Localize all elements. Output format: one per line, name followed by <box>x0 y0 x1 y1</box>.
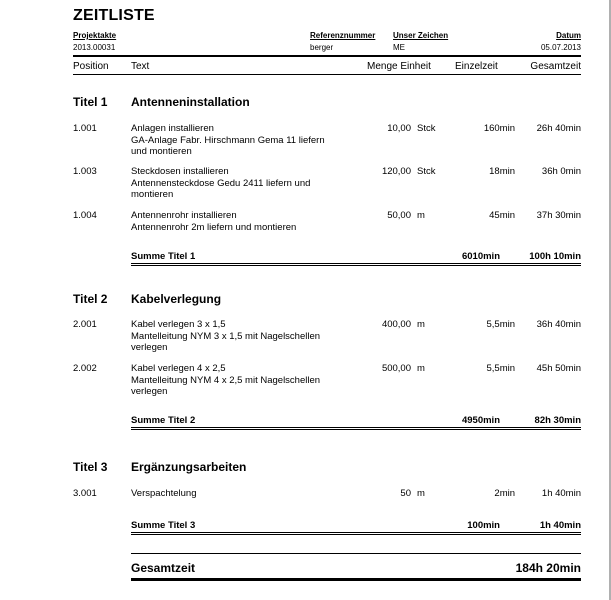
item-position: 2.001 <box>73 319 97 330</box>
item-gesamtzeit: 36h 40min <box>536 319 581 330</box>
item-quantity: 10,00 <box>387 123 411 134</box>
item-gesamtzeit: 45h 50min <box>536 363 581 374</box>
item-unit: m <box>417 363 425 374</box>
datum-value: 05.07.2013 <box>540 43 581 52</box>
section-name: Kabelverlegung <box>131 292 222 306</box>
total-rule-top <box>131 553 581 554</box>
zeichen-value: ME <box>393 43 405 52</box>
item-gesamtzeit: 37h 30min <box>536 210 581 221</box>
item-text: Anlagen installieren GA-Anlage Fabr. Hirschmann Gema 11 liefern und montieren <box>131 123 325 157</box>
section-number: Titel 2 <box>73 292 108 306</box>
total-rule-bottom <box>131 578 581 581</box>
item-quantity: 400,00 <box>381 319 411 330</box>
col-gesamtzeit: Gesamtzeit <box>530 61 581 72</box>
item-gesamtzeit: 26h 40min <box>536 123 581 134</box>
sum-label: Summe Titel 2 <box>131 415 196 426</box>
referenz-value: berger <box>310 43 334 52</box>
item-quantity: 50 <box>400 488 411 499</box>
section-name: Antenneninstallation <box>131 95 250 109</box>
sum-einzelzeit: 4950min <box>461 415 500 426</box>
item-unit: m <box>417 319 425 330</box>
section-number: Titel 3 <box>73 460 108 474</box>
item-einzelzeit: 160min <box>483 123 515 134</box>
item-text: Kabel verlegen 3 x 1,5 Mantelleitung NYM 3 x 1,5 mit Nagelschellen verlegen <box>131 319 321 353</box>
item-position: 1.003 <box>73 166 97 177</box>
item-quantity: 120,00 <box>381 166 411 177</box>
sum-rule <box>131 427 581 428</box>
item-text: Verspachtelung <box>131 488 197 499</box>
sum-rule <box>131 265 581 266</box>
zeichen-label: Unser Zeichen <box>393 31 449 40</box>
item-position: 1.004 <box>73 210 97 221</box>
item-position: 3.001 <box>73 488 97 499</box>
item-position: 1.001 <box>73 123 97 134</box>
projektakte-label: Projektakte <box>73 31 117 40</box>
document-title: ZEITLISTE <box>73 7 155 24</box>
item-quantity: 500,00 <box>381 363 411 374</box>
item-unit: m <box>417 488 425 499</box>
sum-einzelzeit: 100min <box>467 520 500 531</box>
column-rule <box>73 74 581 75</box>
col-position: Position <box>73 61 109 72</box>
col-einzelzeit: Einzelzeit <box>455 61 498 72</box>
header-rule <box>73 55 581 57</box>
item-quantity: 50,00 <box>387 210 411 221</box>
section-name: Ergänzungsarbeiten <box>131 460 247 474</box>
item-unit: Stck <box>417 166 436 177</box>
referenz-label: Referenznummer <box>310 31 376 40</box>
sum-einzelzeit: 6010min <box>461 251 500 262</box>
projektakte-value: 2013.00031 <box>73 43 116 52</box>
item-text: Kabel verlegen 4 x 2,5 Mantelleitung NYM 4 x 2,5 mit Nagelschellen verlegen <box>131 363 321 397</box>
item-position: 2.002 <box>73 363 97 374</box>
datum-label: Datum <box>556 31 581 40</box>
sum-rule <box>131 429 581 430</box>
item-unit: m <box>417 210 425 221</box>
sum-rule <box>131 263 581 264</box>
item-text: Antennenrohr installieren Antennenrohr 2m liefern und montieren <box>131 210 297 233</box>
item-gesamtzeit: 1h 40min <box>541 488 581 499</box>
section-number: Titel 1 <box>73 95 108 109</box>
item-einzelzeit: 5,5min <box>486 363 515 374</box>
total-value: 184h 20min <box>515 561 581 575</box>
sum-rule <box>131 534 581 535</box>
item-gesamtzeit: 36h 0min <box>541 166 581 177</box>
item-unit: Stck <box>417 123 436 134</box>
sum-label: Summe Titel 1 <box>131 251 196 262</box>
item-einzelzeit: 2min <box>494 488 515 499</box>
sum-rule <box>131 532 581 533</box>
col-menge: Menge Einheit <box>367 61 431 72</box>
sum-label: Summe Titel 3 <box>131 520 196 531</box>
item-einzelzeit: 18min <box>489 166 515 177</box>
item-einzelzeit: 5,5min <box>486 319 515 330</box>
sum-gesamtzeit: 82h 30min <box>534 415 581 426</box>
item-einzelzeit: 45min <box>489 210 515 221</box>
col-text: Text <box>131 61 150 72</box>
sum-gesamtzeit: 100h 10min <box>529 251 581 262</box>
total-label: Gesamtzeit <box>131 561 196 575</box>
item-text: Steckdosen installieren Antennensteckdose Gedu 2411 liefern und montieren <box>131 166 311 200</box>
sum-gesamtzeit: 1h 40min <box>539 520 581 531</box>
